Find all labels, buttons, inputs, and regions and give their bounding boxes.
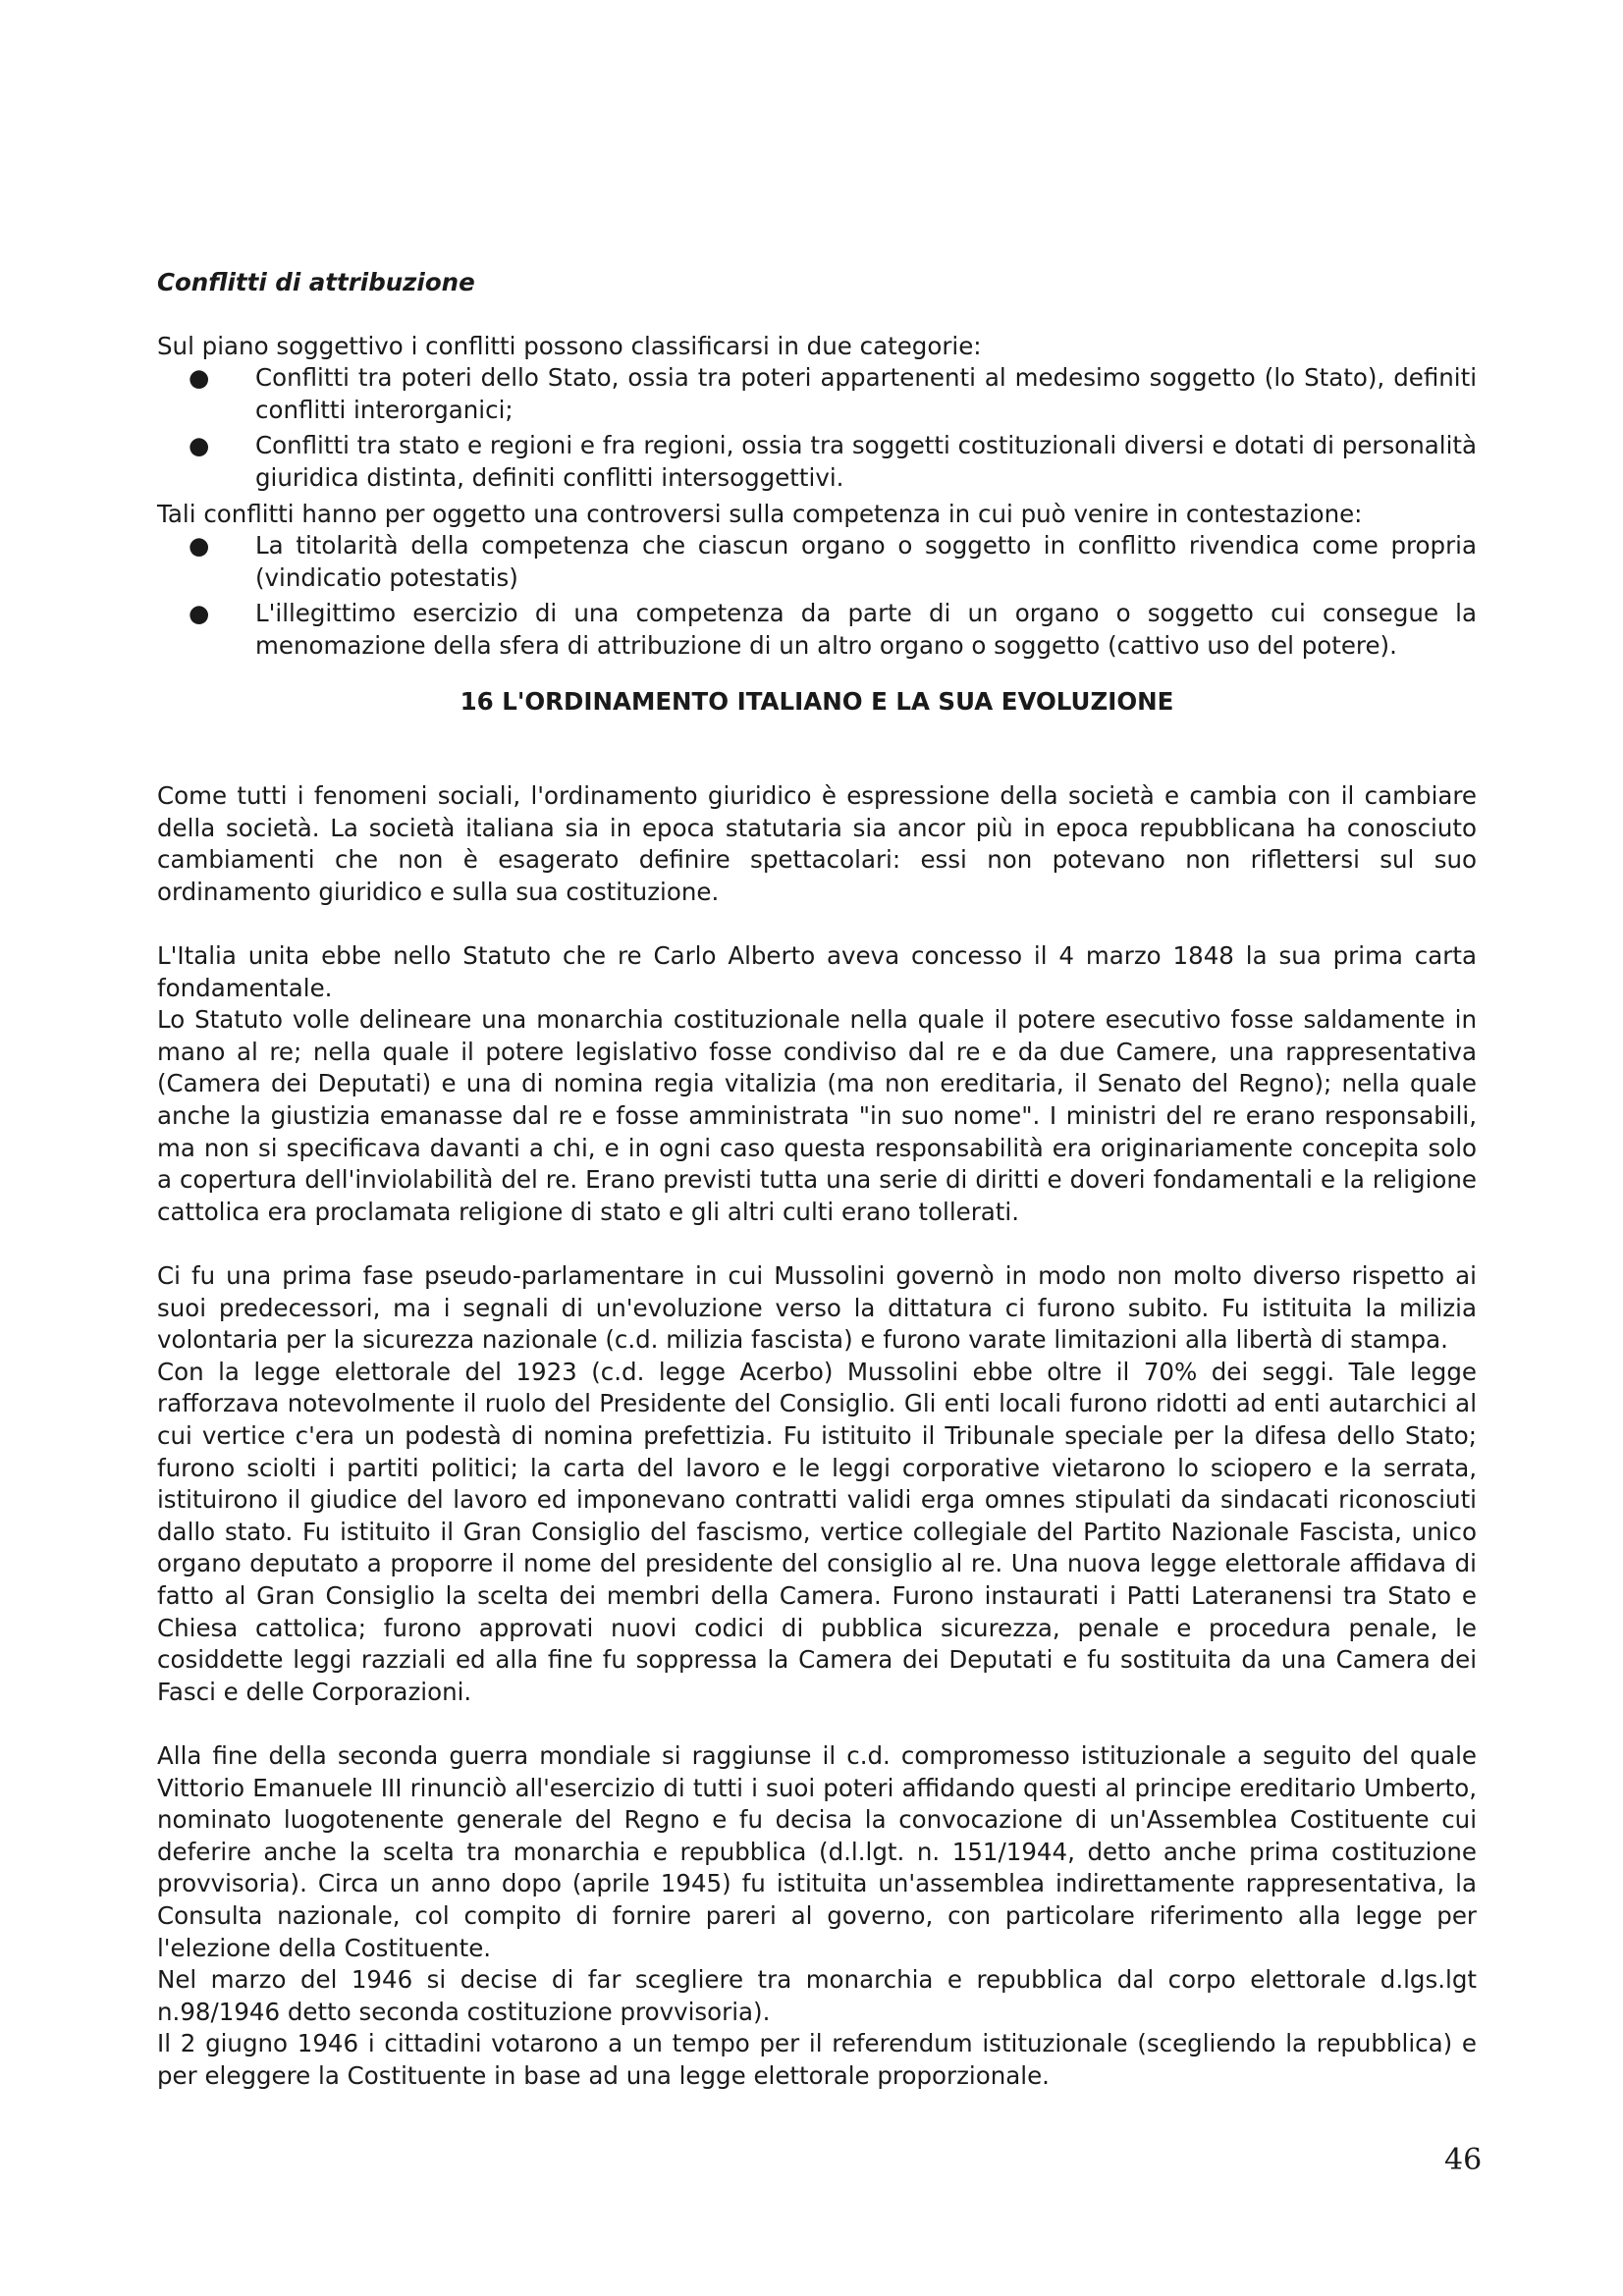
body-paragraph: Lo Statuto volle delineare una monarchia costituzionale nella quale il potere esecutivo fosse saldamente in mano al re; nella quale il potere legislativo fosse condiviso dal re e da due Camere, una rappresentativa (Camera dei Deputati) e una di nomina regia vitalizia (ma non ereditaria, il Senato del Regno); nella quale anche la giustizia emanasse dal re e fosse amministrata "in suo nome". I ministri del re erano responsabili, ma non si specificava davanti a chi, e in ogni caso questa responsabilità era originariamente concepita solo a copertura dell'inviolabilità del re. Erano previsti tutta una serie di diritti e doveri fondamentali e la religione cattolica era proclamata religione di stato e gli altri culti erano tollerati. — [157, 1005, 1477, 1226]
list-item — [157, 598, 1477, 662]
bullet-list-object — [157, 530, 1477, 662]
body-paragraph: Nel marzo del 1946 si decise di far scegliere tra monarchia e repubblica dal corpo elettorale d.lgs.lgt n.98/1946 detto seconda costituzione provvisoria). — [157, 1965, 1477, 2026]
list-item-text: L'illegittimo esercizio di una competenza da parte di un organo o soggetto cui consegue la menomazione della sfera di attribuzione di un altro organo o soggetto (cattivo uso del potere). — [255, 599, 1477, 660]
page-number: 46 — [1444, 2143, 1483, 2177]
list-item — [157, 430, 1477, 494]
section-title: 16 L'ORDINAMENTO ITALIANO E LA SUA EVOLUZIONE — [460, 686, 1174, 716]
list-item-text: La titolarità della competenza che ciascun organo o soggetto in conflitto rivendica come propria (vindicatio potestatis) — [255, 531, 1477, 592]
list-item — [157, 362, 1477, 426]
list-item — [157, 530, 1477, 594]
bullet-list-categories — [157, 362, 1477, 494]
bullet-icon: ● — [189, 431, 210, 460]
bullet-icon: ● — [189, 599, 210, 628]
body-paragraph: Alla fine della seconda guerra mondiale si raggiunse il c.d. compromesso istituzionale a seguito del quale Vittorio Emanuele III rinunciò all'esercizio di tutti i suoi poteri affidando questi al principe ereditario Umberto, nominato luogotenente generale del Regno e fu decisa la convocazione di un'Assemblea Costituente cui deferire anche la scelta tra monarchia e repubblica (d.l.lgt. n. 151/1944, detto anche prima costituzione provvisoria). Circa un anno dopo (aprile 1945) fu istituita un'assemblea indirettamente rappresentativa, la Consulta nazionale, col compito di fornire pareri al governo, con particolare riferimento alla legge per l'elezione della Costituente. — [157, 1740, 1477, 1962]
body-paragraph: Come tutti i fenomeni sociali, l'ordinamento giuridico è espressione della società e cambia con il cambiare della società. La società italiana sia in epoca statutaria sia ancor più in epoca repubblicana ha conosciuto cambiamenti che non è esagerato definire spettacolari: essi non potevano non riflettersi sul suo ordinamento giuridico e sulla sua costituzione. — [157, 781, 1477, 906]
document-page — [157, 267, 1477, 2092]
list-item-text: Conflitti tra stato e regioni e fra regioni, ossia tra soggetti costituzionali diversi e dotati di personalità giuridica distinta, definiti conflitti intersoggettivi. — [255, 431, 1477, 492]
bullet-icon: ● — [189, 363, 210, 393]
object-paragraph: Tali conflitti hanno per oggetto una controversi sulla competenza in cui può venire in contestazione: — [157, 499, 1363, 528]
body-paragraph: Ci fu una prima fase pseudo-parlamentare in cui Mussolini governò in modo non molto diverso rispetto ai suoi predecessori, ma i segnali di un'evoluzione verso la dittatura ci furono subito. Fu istituita la milizia volontaria per la sicurezza nazionale (c.d. milizia fascista) e furono varate limitazioni alla libertà di stampa. — [157, 1261, 1477, 1355]
body-paragraph: Con la legge elettorale del 1923 (c.d. legge Acerbo) Mussolini ebbe oltre il 70% dei seggi. Tale legge rafforzava notevolmente il ruolo del Presidente del Consiglio. Gli enti locali furono ridotti ad enti autarchici al cui vertice c'era un podestà di nomina prefettizia. Fu istituito il Tribunale speciale per la difesa dello Stato; furono sciolti i partiti politici; la carta del lavoro e le leggi corporative vietarono lo sciopero e la serrata, istituirono il giudice del lavoro ed imponevano contratti validi erga omnes stipulati da sindacati riconosciuti dallo stato. Fu istituito il Gran Consiglio del fascismo, vertice collegiale del Partito Nazionale Fascista, unico organo deputato a proporre il nome del presidente del consiglio al re. Una nuova legge elettorale affidava di fatto al Gran Consiglio la scelta dei membri della Camera. Furono instaurati i Patti Lateranensi tra Stato e Chiesa cattolica; furono approvati nuovi codici di pubblica sicurezza, penale e procedura penale, le cosiddette leggi razziali ed alla fine fu soppressa la Camera dei Deputati e fu sostituita da una Camera dei Fasci e delle Corporazioni. — [157, 1357, 1477, 1706]
subsection-heading: Conflitti di attribuzione — [157, 268, 475, 296]
body-paragraph: L'Italia unita ebbe nello Statuto che re Carlo Alberto aveva concesso il 4 marzo 1848 la sua prima carta fondamentale. — [157, 941, 1477, 1002]
bullet-icon: ● — [189, 531, 210, 561]
body-paragraph: Il 2 giugno 1946 i cittadini votarono a un tempo per il referendum istituzionale (scegliendo la repubblica) e per eleggere la Costituente in base ad una legge elettorale proporzionale. — [157, 2029, 1477, 2090]
intro-paragraph: Sul piano soggettivo i conflitti possono classificarsi in due categorie: — [157, 331, 982, 360]
list-item-text: Conflitti tra poteri dello Stato, ossia tra poteri appartenenti al medesimo soggetto (lo Stato), definiti conflitti interorganici; — [255, 363, 1477, 424]
